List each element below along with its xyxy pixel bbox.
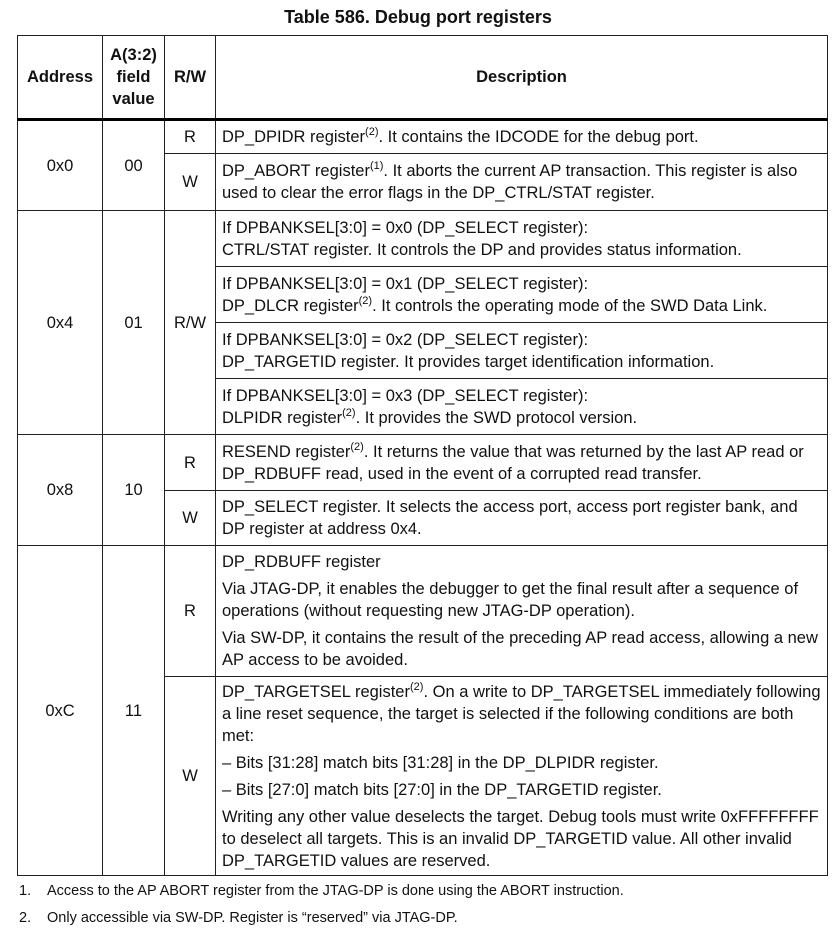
footnote-number: 2. [19, 910, 32, 926]
header-field-line1: A(3:2) [110, 46, 157, 64]
description-cell [216, 435, 828, 491]
description-text [222, 681, 821, 747]
table-title: Table 586. Debug port registers [284, 7, 552, 27]
description-cell [216, 267, 828, 323]
description-cell [216, 323, 828, 379]
field-value-cell: 10 [103, 435, 165, 546]
address-cell: 0xC [18, 546, 103, 876]
footnote-ref: (2) [358, 294, 373, 307]
footnote-text: Access to the AP ABORT register from the JTAG-DP is done using the ABORT instruction. [47, 883, 624, 899]
rw-cell: R [165, 120, 216, 154]
rw-cell: W [165, 491, 216, 546]
field-value-cell: 11 [103, 546, 165, 876]
rw-cell: W [165, 154, 216, 211]
description-text: If DPBANKSEL[3:0] = 0x1 (DP_SELECT register): [222, 274, 589, 293]
description-text: Via SW-DP, it contains the result of the preceding AP read access, allowing a new AP access to be avoided. [222, 629, 818, 669]
footnote-ref: (2) [409, 680, 424, 693]
description-text: . It returns the value that was returned by the last AP read or DP_RDBUFF read, used in the event of a corrupted read transfer. [222, 442, 804, 483]
table-row [18, 211, 828, 267]
address-cell: 0x0 [18, 120, 103, 211]
rw-cell: R [165, 435, 216, 491]
description-text: CTRL/STAT register. It controls the DP and provides status information. [222, 240, 742, 259]
description-text: DP_TARGETID register. It provides target identification information. [222, 352, 715, 371]
description-text: . On a write to DP_TARGETSEL immediately following a line reset sequence, the target is selected if the following conditions are both met: [222, 682, 821, 745]
description-text: DP_ABORT register [222, 162, 370, 180]
description-text: . It contains the IDCODE for the debug port. [378, 128, 699, 146]
description-text: DLPIDR register [222, 408, 343, 427]
address-cell: 0x4 [18, 211, 103, 435]
description-text: Via JTAG-DP, it enables the debugger to get the final result after a sequence of operations (without requesting new JTAG-DP operation). [222, 580, 799, 620]
description-cell [216, 677, 828, 876]
header-row [18, 36, 828, 120]
description-text: DP_RDBUFF register [222, 553, 381, 571]
header-description: Description [216, 36, 828, 120]
description-cell: DP_SELECT register. It selects the access port, access port register bank, and DP register at address 0x4. [216, 491, 828, 546]
footnote-2 [19, 910, 458, 926]
rw-cell: W [165, 677, 216, 876]
table-row [18, 546, 828, 677]
description-cell [216, 546, 828, 677]
description-text: . It controls the operating mode of the SWD Data Link. [372, 296, 768, 315]
description-text: If DPBANKSEL[3:0] = 0x2 (DP_SELECT register): [222, 330, 589, 349]
description-text: Writing any other value deselects the target. Debug tools must write 0xFFFFFFFF to deselect all targets. This is an invalid DP_TARGETID value. All other invalid DP_TARGETID values are reserved. [222, 807, 819, 870]
table-row [18, 120, 828, 154]
description-text: DP_DPIDR register [222, 128, 366, 146]
table-row [18, 435, 828, 491]
header-rw: R/W [165, 36, 216, 120]
description-text: If DPBANKSEL[3:0] = 0x0 (DP_SELECT register): [222, 218, 589, 237]
footnote-ref: (1) [369, 160, 384, 172]
footnote-ref: (2) [342, 406, 356, 419]
footnote-ref: (2) [350, 440, 364, 453]
header-field-line2: field [116, 68, 151, 86]
footnote-ref: (2) [365, 126, 379, 138]
header-field-value [103, 36, 165, 120]
field-value-cell: 00 [103, 120, 165, 211]
list-item: – Bits [31:28] match bits [31:28] in the DP_DLPIDR register. [222, 753, 659, 772]
description-cell [216, 154, 828, 211]
footnote-number: 1. [19, 883, 32, 899]
address-cell: 0x8 [18, 435, 103, 546]
description-text: . It provides the SWD protocol version. [355, 408, 638, 427]
description-cell [216, 211, 828, 267]
description-text: . It aborts the current AP transaction. This register is also used to clear the error flags in the DP_CTRL/STAT register. [222, 162, 798, 202]
description-text: DP_TARGETSEL register [222, 682, 410, 701]
description-text: DP_DLCR register [222, 296, 359, 315]
rw-cell: R [165, 546, 216, 677]
description-cell [216, 120, 828, 154]
rw-cell: R/W [165, 211, 216, 435]
debug-port-registers-table [17, 35, 828, 876]
description-text: RESEND register [222, 442, 351, 461]
header-address: Address [18, 36, 103, 120]
footnote-1 [19, 883, 624, 899]
footnote-text: Only accessible via SW-DP. Register is “reserved” via JTAG-DP. [47, 910, 458, 926]
field-value-cell: 01 [103, 211, 165, 435]
description-cell [216, 379, 828, 435]
description-text: If DPBANKSEL[3:0] = 0x3 (DP_SELECT register): [222, 386, 589, 405]
header-field-line3: value [112, 90, 155, 108]
list-item: – Bits [27:0] match bits [27:0] in the DP_TARGETID register. [222, 780, 662, 799]
